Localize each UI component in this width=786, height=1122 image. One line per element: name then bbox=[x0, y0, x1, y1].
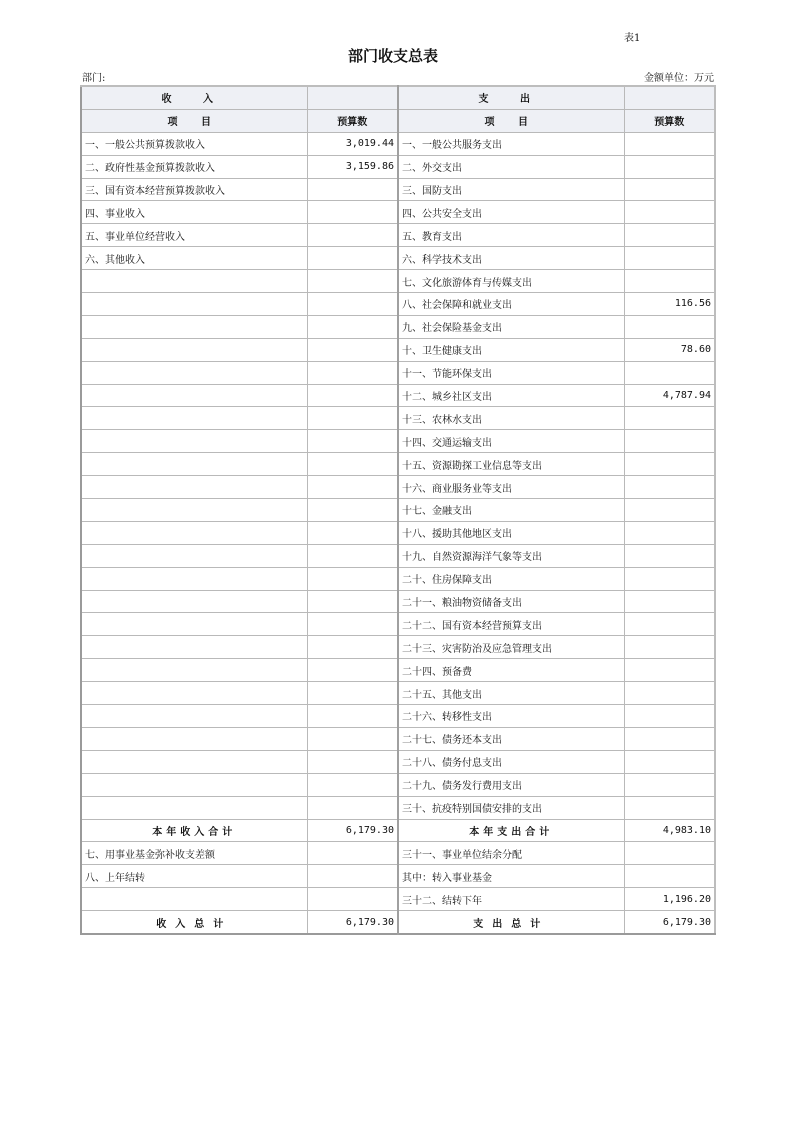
table-row bbox=[81, 132, 715, 155]
income-budget bbox=[307, 659, 398, 682]
table-row bbox=[81, 727, 715, 750]
annual-total-row bbox=[81, 819, 715, 842]
expense-item: 二十一、粮油物资储备支出 bbox=[398, 590, 624, 613]
grand-total-row-income-amount: 6,179.30 bbox=[307, 911, 398, 934]
expense-item-header: 项 目 bbox=[398, 109, 624, 132]
table-row bbox=[81, 315, 715, 338]
expense-budget-header: 预算数 bbox=[624, 109, 715, 132]
table-row bbox=[81, 476, 715, 499]
income-item bbox=[81, 682, 307, 705]
income-item bbox=[81, 888, 307, 911]
income-budget bbox=[307, 521, 398, 544]
annual-total-row-income-amount: 6,179.30 bbox=[307, 819, 398, 842]
expense-item: 二十三、灾害防治及应急管理支出 bbox=[398, 636, 624, 659]
table-row bbox=[81, 270, 715, 293]
expense-budget: 116.56 bbox=[624, 293, 715, 316]
expense-budget bbox=[624, 224, 715, 247]
income-item bbox=[81, 705, 307, 728]
expense-budget bbox=[624, 842, 715, 865]
grand-total-row bbox=[81, 911, 715, 934]
expense-item: 二十四、预备费 bbox=[398, 659, 624, 682]
expense-budget bbox=[624, 270, 715, 293]
expense-item: 二十、住房保障支出 bbox=[398, 567, 624, 590]
expense-item: 十一、节能环保支出 bbox=[398, 361, 624, 384]
expense-budget bbox=[624, 430, 715, 453]
expense-budget bbox=[624, 727, 715, 750]
expense-budget bbox=[624, 132, 715, 155]
expense-item: 五、教育支出 bbox=[398, 224, 624, 247]
income-item bbox=[81, 567, 307, 590]
expense-budget bbox=[624, 659, 715, 682]
table-row bbox=[81, 361, 715, 384]
expense-item: 八、社会保障和就业支出 bbox=[398, 293, 624, 316]
income-budget bbox=[307, 270, 398, 293]
table-row bbox=[81, 338, 715, 361]
table-row bbox=[81, 201, 715, 224]
income-item bbox=[81, 796, 307, 819]
table-row bbox=[81, 499, 715, 522]
income-item bbox=[81, 338, 307, 361]
income-budget bbox=[307, 544, 398, 567]
expense-budget bbox=[624, 315, 715, 338]
expense-item: 十、卫生健康支出 bbox=[398, 338, 624, 361]
income-item bbox=[81, 430, 307, 453]
table-row bbox=[81, 178, 715, 201]
grand-total-row-income-label: 收入总计 bbox=[81, 911, 307, 934]
expense-item: 十二、城乡社区支出 bbox=[398, 384, 624, 407]
expense-item: 三十二、结转下年 bbox=[398, 888, 624, 911]
expense-budget bbox=[624, 636, 715, 659]
income-item bbox=[81, 315, 307, 338]
department-label: 部门: bbox=[82, 73, 106, 84]
income-item bbox=[81, 453, 307, 476]
income-item bbox=[81, 499, 307, 522]
expense-budget bbox=[624, 155, 715, 178]
income-budget bbox=[307, 865, 398, 888]
table-row bbox=[81, 544, 715, 567]
income-item: 六、其他收入 bbox=[81, 247, 307, 270]
table-row bbox=[81, 842, 715, 865]
expense-item: 十六、商业服务业等支出 bbox=[398, 476, 624, 499]
table-row bbox=[81, 407, 715, 430]
table-row bbox=[81, 865, 715, 888]
income-budget bbox=[307, 842, 398, 865]
expense-item: 二十七、债务还本支出 bbox=[398, 727, 624, 750]
expense-budget bbox=[624, 361, 715, 384]
income-item bbox=[81, 613, 307, 636]
income-item bbox=[81, 773, 307, 796]
income-budget bbox=[307, 384, 398, 407]
income-item bbox=[81, 293, 307, 316]
income-budget bbox=[307, 361, 398, 384]
income-item bbox=[81, 384, 307, 407]
expense-item: 九、社会保险基金支出 bbox=[398, 315, 624, 338]
income-item bbox=[81, 270, 307, 293]
income-budget bbox=[307, 750, 398, 773]
expense-budget bbox=[624, 705, 715, 728]
income-budget bbox=[307, 613, 398, 636]
table-number: 表1 bbox=[624, 33, 641, 44]
income-section-header-blank bbox=[307, 86, 398, 109]
income-item bbox=[81, 544, 307, 567]
expense-section-header-blank bbox=[624, 86, 715, 109]
income-budget bbox=[307, 453, 398, 476]
expense-budget bbox=[624, 567, 715, 590]
expense-item: 二十五、其他支出 bbox=[398, 682, 624, 705]
income-budget bbox=[307, 727, 398, 750]
income-item bbox=[81, 659, 307, 682]
income-budget bbox=[307, 407, 398, 430]
income-item: 三、国有资本经营预算拨款收入 bbox=[81, 178, 307, 201]
income-item: 八、上年结转 bbox=[81, 865, 307, 888]
expense-item: 十三、农林水支出 bbox=[398, 407, 624, 430]
expense-budget bbox=[624, 613, 715, 636]
table-row bbox=[81, 384, 715, 407]
expense-item: 三十、抗疫特别国债安排的支出 bbox=[398, 796, 624, 819]
expense-budget bbox=[624, 476, 715, 499]
page-title: 部门收支总表 bbox=[347, 47, 438, 65]
income-expense-table bbox=[80, 85, 716, 935]
income-budget bbox=[307, 201, 398, 224]
annual-total-row-expense-amount: 4,983.10 bbox=[624, 819, 715, 842]
expense-budget bbox=[624, 453, 715, 476]
grand-total-row-expense-amount: 6,179.30 bbox=[624, 911, 715, 934]
table-row bbox=[81, 247, 715, 270]
income-budget bbox=[307, 567, 398, 590]
table-row bbox=[81, 613, 715, 636]
income-item: 二、政府性基金预算拨款收入 bbox=[81, 155, 307, 178]
table-row bbox=[81, 636, 715, 659]
column-header-row bbox=[81, 109, 715, 132]
income-item bbox=[81, 590, 307, 613]
expense-budget bbox=[624, 590, 715, 613]
expense-budget bbox=[624, 247, 715, 270]
expense-item: 其中：转入事业基金 bbox=[398, 865, 624, 888]
expense-budget bbox=[624, 499, 715, 522]
income-item bbox=[81, 750, 307, 773]
table-row bbox=[81, 888, 715, 911]
table-row bbox=[81, 705, 715, 728]
income-budget bbox=[307, 888, 398, 911]
income-budget: 3,019.44 bbox=[307, 132, 398, 155]
table-row bbox=[81, 224, 715, 247]
expense-item: 三、国防支出 bbox=[398, 178, 624, 201]
table-row bbox=[81, 590, 715, 613]
income-budget bbox=[307, 315, 398, 338]
table-row bbox=[81, 682, 715, 705]
expense-item: 二十六、转移性支出 bbox=[398, 705, 624, 728]
table-row bbox=[81, 155, 715, 178]
income-budget bbox=[307, 499, 398, 522]
income-section-header: 收 入 bbox=[81, 86, 307, 109]
income-budget bbox=[307, 224, 398, 247]
table-row bbox=[81, 453, 715, 476]
income-item-header: 项 目 bbox=[81, 109, 307, 132]
expense-item: 二、外交支出 bbox=[398, 155, 624, 178]
amount-unit-label: 金额单位：万元 bbox=[644, 73, 714, 84]
table-row bbox=[81, 750, 715, 773]
expense-budget bbox=[624, 865, 715, 888]
expense-item: 十九、自然资源海洋气象等支出 bbox=[398, 544, 624, 567]
table-row bbox=[81, 293, 715, 316]
income-item bbox=[81, 636, 307, 659]
income-budget bbox=[307, 178, 398, 201]
expense-budget bbox=[624, 796, 715, 819]
income-budget-header: 预算数 bbox=[307, 109, 398, 132]
income-budget bbox=[307, 705, 398, 728]
expense-item: 六、科学技术支出 bbox=[398, 247, 624, 270]
expense-budget: 78.60 bbox=[624, 338, 715, 361]
expense-item: 二十九、债务发行费用支出 bbox=[398, 773, 624, 796]
table-row bbox=[81, 773, 715, 796]
income-item: 五、事业单位经营收入 bbox=[81, 224, 307, 247]
income-item bbox=[81, 727, 307, 750]
income-budget bbox=[307, 293, 398, 316]
expense-budget bbox=[624, 750, 715, 773]
expense-budget: 4,787.94 bbox=[624, 384, 715, 407]
income-budget bbox=[307, 636, 398, 659]
expense-item: 一、一般公共服务支出 bbox=[398, 132, 624, 155]
income-budget bbox=[307, 682, 398, 705]
expense-item: 十五、资源勘探工业信息等支出 bbox=[398, 453, 624, 476]
section-header-row bbox=[81, 86, 715, 109]
expense-item: 十七、金融支出 bbox=[398, 499, 624, 522]
income-budget bbox=[307, 796, 398, 819]
expense-section-header: 支 出 bbox=[398, 86, 624, 109]
grand-total-row-expense-label: 支出总计 bbox=[398, 911, 624, 934]
table-row bbox=[81, 521, 715, 544]
income-item: 一、一般公共预算拨款收入 bbox=[81, 132, 307, 155]
income-item: 七、用事业基金弥补收支差额 bbox=[81, 842, 307, 865]
expense-budget bbox=[624, 407, 715, 430]
expense-budget bbox=[624, 201, 715, 224]
table-row bbox=[81, 659, 715, 682]
income-budget bbox=[307, 476, 398, 499]
annual-total-row-income-label: 本年收入合计 bbox=[81, 819, 307, 842]
expense-item: 十八、援助其他地区支出 bbox=[398, 521, 624, 544]
table-row bbox=[81, 796, 715, 819]
income-budget bbox=[307, 247, 398, 270]
expense-budget bbox=[624, 773, 715, 796]
expense-budget bbox=[624, 178, 715, 201]
income-budget bbox=[307, 338, 398, 361]
expense-item: 四、公共安全支出 bbox=[398, 201, 624, 224]
expense-item: 七、文化旅游体育与传媒支出 bbox=[398, 270, 624, 293]
expense-budget bbox=[624, 682, 715, 705]
expense-item: 十四、交通运输支出 bbox=[398, 430, 624, 453]
income-budget: 3,159.86 bbox=[307, 155, 398, 178]
income-item bbox=[81, 407, 307, 430]
expense-item: 二十二、国有资本经营预算支出 bbox=[398, 613, 624, 636]
expense-item: 二十八、债务付息支出 bbox=[398, 750, 624, 773]
expense-budget bbox=[624, 521, 715, 544]
expense-budget: 1,196.20 bbox=[624, 888, 715, 911]
expense-item: 三十一、事业单位结余分配 bbox=[398, 842, 624, 865]
income-budget bbox=[307, 773, 398, 796]
income-budget bbox=[307, 590, 398, 613]
annual-total-row-expense-label: 本年支出合计 bbox=[398, 819, 624, 842]
income-budget bbox=[307, 430, 398, 453]
income-item: 四、事业收入 bbox=[81, 201, 307, 224]
expense-budget bbox=[624, 544, 715, 567]
table-row bbox=[81, 567, 715, 590]
table-row bbox=[81, 430, 715, 453]
income-item bbox=[81, 476, 307, 499]
income-item bbox=[81, 521, 307, 544]
income-item bbox=[81, 361, 307, 384]
